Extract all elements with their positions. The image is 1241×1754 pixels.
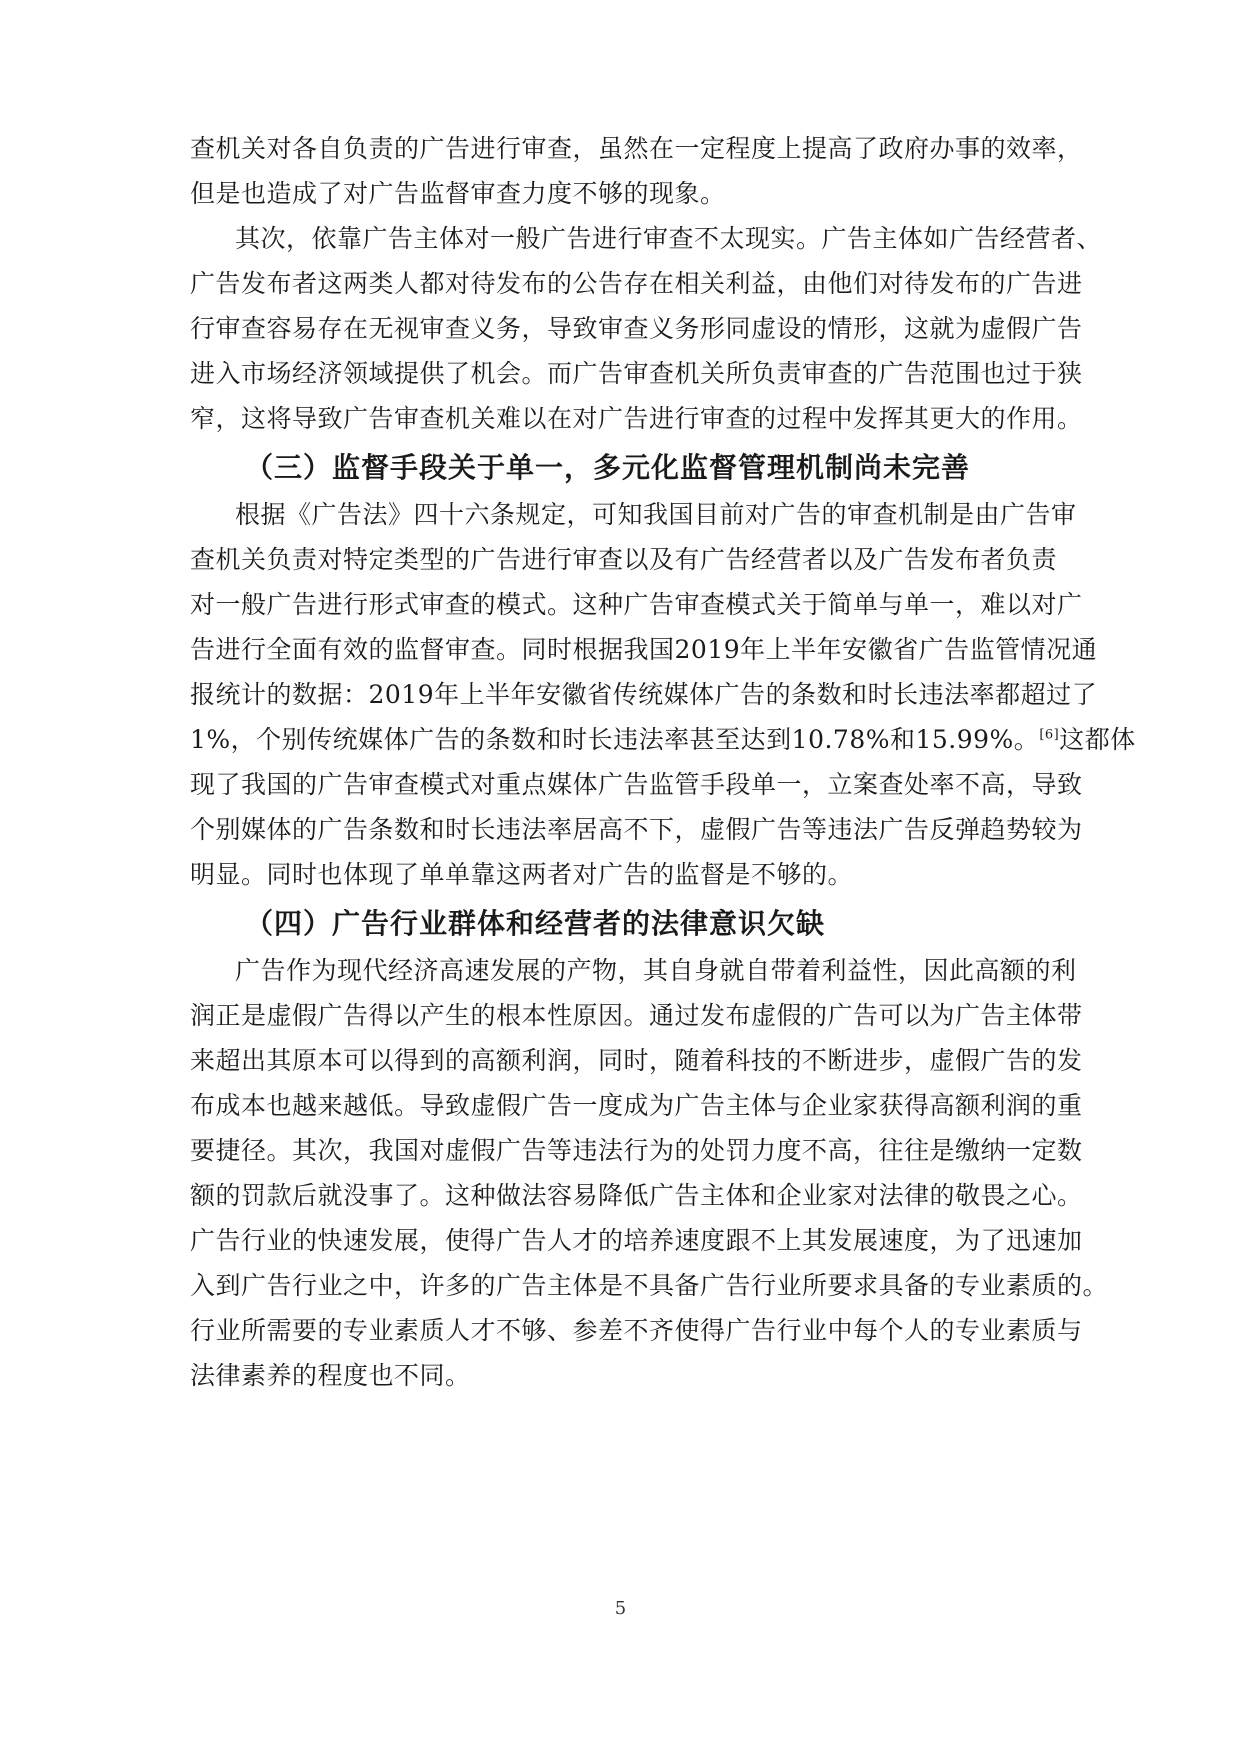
text-line: 要捷径。其次，我国对虚假广告等违法行为的处罚力度不高，往往是缴纳一定数 (190, 1136, 1083, 1165)
text-line: 但是也造成了对广告监督审查力度不够的现象。 (190, 179, 726, 208)
citation-marker[interactable]: [6] (1039, 727, 1060, 743)
text-line: 其次，依靠广告主体对一般广告进行审查不太现实。广告主体如广告经营者、 (235, 224, 1103, 253)
text-line: 告进行全面有效的监督审查。同时根据我国2019年上半年安徽省广告监管情况通 (190, 635, 1098, 664)
text-line: 布成本也越来越低。导致虚假广告一度成为广告主体与企业家获得高额利润的重 (190, 1091, 1083, 1120)
text-line: 法律素养的程度也不同。 (190, 1361, 471, 1390)
text-line-with-citation (190, 722, 1136, 758)
text-line: 入到广告行业之中，许多的广告主体是不具备广告行业所要求具备的专业素质的。 (190, 1271, 1109, 1300)
section-heading-3: （三）监督手段关于单一，多元化监督管理机制尚未完善 (245, 451, 971, 484)
text-line: 行业所需要的专业素质人才不够、参差不齐使得广告行业中每个人的专业素质与 (190, 1316, 1083, 1345)
text-line: 润正是虚假广告得以产生的根本性原因。通过发布虚假的广告可以为广告主体带 (190, 1001, 1083, 1030)
text-line: 广告发布者这两类人都对待发布的公告存在相关利益，由他们对待发布的广告进 (190, 269, 1083, 298)
text-line: 对一般广告进行形式审查的模式。这种广告审查模式关于简单与单一，难以对广 (190, 590, 1083, 619)
text-line: 行审查容易存在无视审查义务，导致审查义务形同虚设的情形，这就为虚假广告 (190, 314, 1083, 343)
page-number: 5 (614, 1598, 627, 1619)
text-line: 窄，这将导致广告审查机关难以在对广告进行审查的过程中发挥其更大的作用。 (190, 404, 1083, 433)
text-line: 查机关对各自负责的广告进行审查，虽然在一定程度上提高了政府办事的效率， (190, 134, 1083, 163)
text-line: 根据《广告法》四十六条规定，可知我国目前对广告的审查机制是由广告审 (235, 500, 1077, 529)
text-line: 明显。同时也体现了单单靠这两者对广告的监督是不够的。 (190, 860, 854, 889)
text-line: 现了我国的广告审查模式对重点媒体广告监管手段单一，立案查处率不高，导致 (190, 770, 1083, 799)
text-line: 查机关负责对特定类型的广告进行审查以及有广告经营者以及广告发布者负责 (190, 545, 1058, 574)
section-heading-4: （四）广告行业群体和经营者的法律意识欠缺 (245, 907, 826, 940)
text-segment: 1%，个别传统媒体广告的条数和时长违法率甚至达到10.78%和15.99%。 (190, 725, 1040, 754)
text-line: 额的罚款后就没事了。这种做法容易降低广告主体和企业家对法律的敬畏之心。 (190, 1181, 1083, 1210)
text-line: 进入市场经济领域提供了机会。而广告审查机关所负责审查的广告范围也过于狭 (190, 359, 1083, 388)
text-line: 广告作为现代经济高速发展的产物，其自身就自带着利益性，因此高额的利 (235, 956, 1077, 985)
text-line: 来超出其原本可以得到的高额利润，同时，随着科技的不断进步，虚假广告的发 (190, 1046, 1083, 1075)
text-segment: 这都体 (1059, 725, 1136, 754)
text-line: 广告行业的快速发展，使得广告人才的培养速度跟不上其发展速度，为了迅速加 (190, 1226, 1083, 1255)
text-line: 报统计的数据：2019年上半年安徽省传统媒体广告的条数和时长违法率都超过了 (190, 680, 1098, 709)
text-line: 个别媒体的广告条数和时长违法率居高不下，虚假广告等违法广告反弹趋势较为 (190, 815, 1083, 844)
